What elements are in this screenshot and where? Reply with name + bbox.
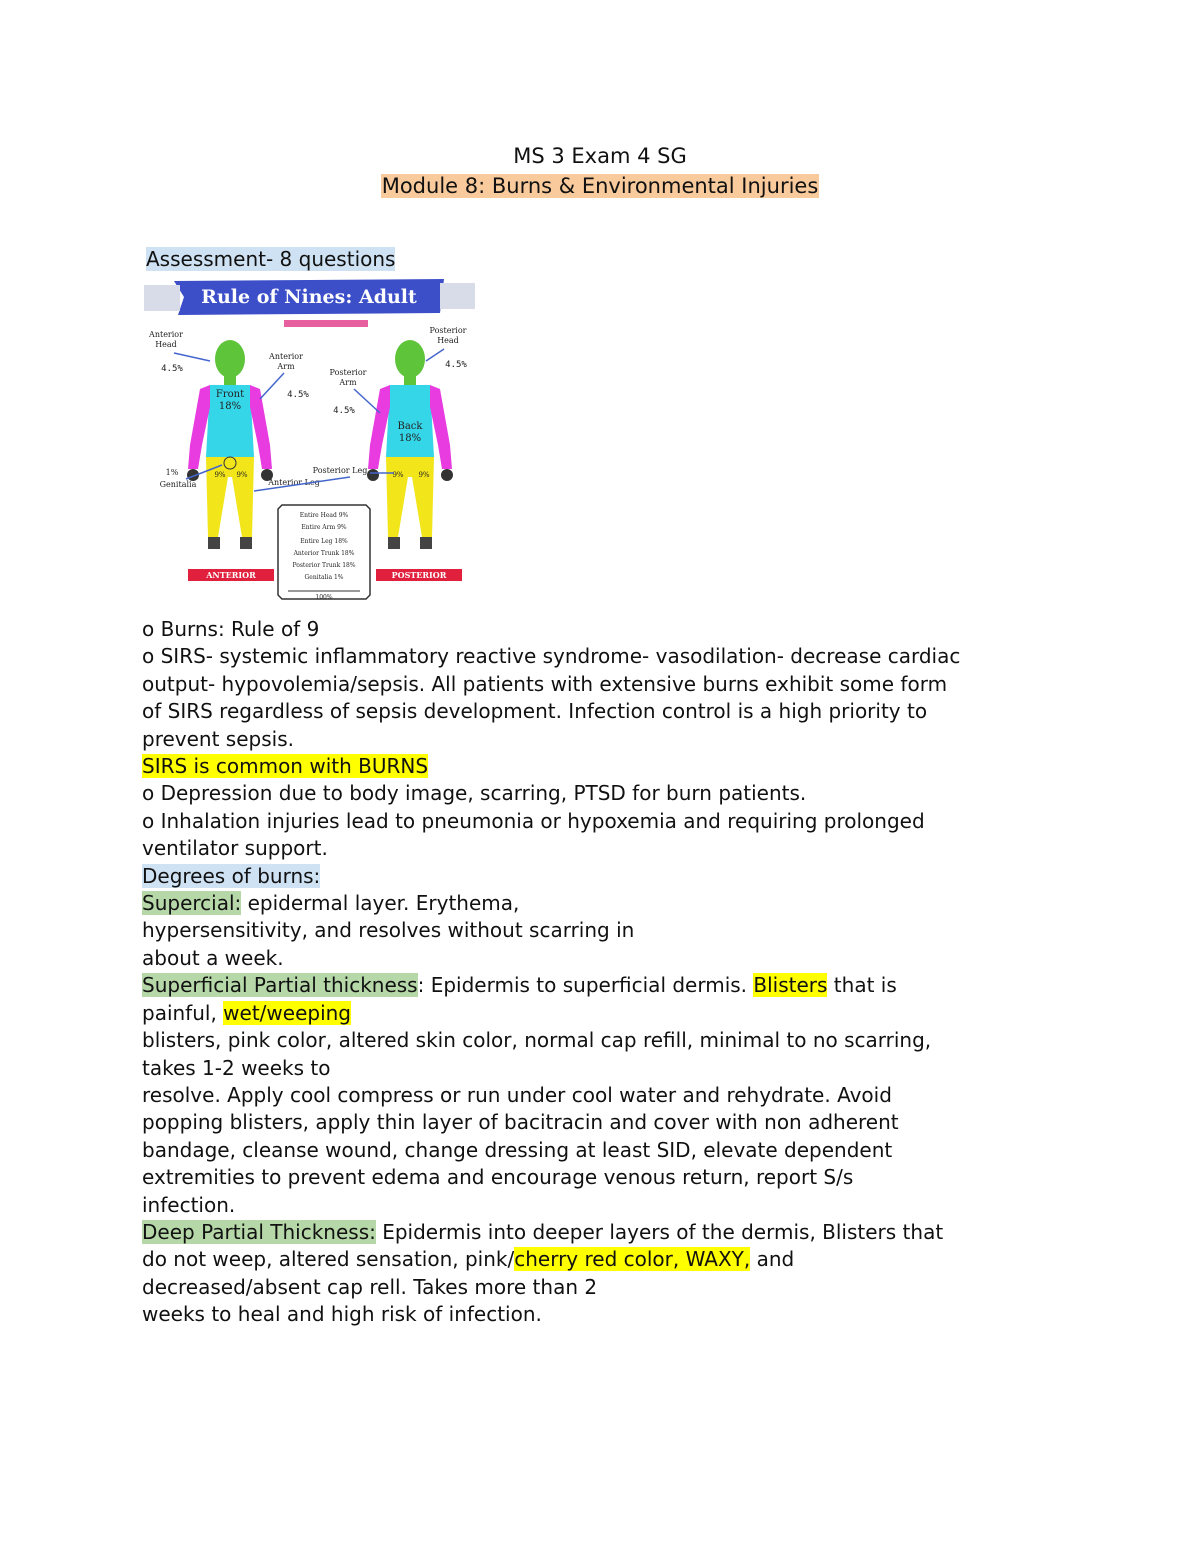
svg-text:4.5%: 4.5% [287,390,309,400]
superficial-partial-line: Superficial Partial thickness: Epidermis to superficial dermis. Blisters that is [142,973,897,998]
assessment-heading [146,245,395,273]
sirs-highlight-line [142,753,1072,780]
svg-text:Entire Head 9%: Entire Head 9% [299,512,349,519]
text-line: blisters, pink color, altered skin color, normal cap refill, minimal to no scarring, [142,1028,932,1053]
highlight-cherry-red: cherry red color, WAXY, [514,1247,751,1272]
text-line: ventilator support. [142,836,328,861]
deep-partial-label: Deep Partial Thickness: [142,1219,376,1244]
svg-text:POSTERIOR: POSTERIOR [391,570,447,580]
text-line: prevent sepsis. [142,726,294,751]
svg-text:Entire Arm 9%: Entire Arm 9% [301,524,347,531]
svg-text:4.5%: 4.5% [333,406,355,416]
svg-text:Posterior: Posterior [329,368,367,377]
rule-of-nines-figure [144,277,475,608]
highlight-blisters: Blisters [753,973,828,998]
front-label: Front [215,389,245,400]
title-block [0,141,1200,201]
svg-text:Genitalia 1%: Genitalia 1% [304,574,344,581]
svg-text:Anterior: Anterior [149,330,183,339]
svg-text:Head: Head [437,336,459,345]
text-line: bandage, cleanse wound, change dressing at least SID, elevate dependent [142,1137,893,1162]
text-line: popping blisters, apply thin layer of bacitracin and cover with non adherent [142,1110,899,1135]
front-pct: 18% [218,401,242,412]
svg-text:100%: 100% [315,594,333,601]
module-subtitle: Module 8: Burns & Environmental Injuries [381,174,819,198]
svg-text:Entire Leg 18%: Entire Leg 18% [300,538,348,545]
text-line: about a week. [142,945,284,970]
text-line: infection. [142,1192,236,1217]
text-line: weeks to heal and high risk of infection. [142,1302,542,1327]
svg-text:Head: Head [155,340,177,349]
document-title: MS 3 Exam 4 SG [513,144,687,168]
painful-line: painful, wet/weeping [142,1000,352,1025]
svg-text:4.5%: 4.5% [161,364,183,374]
bullet-sirs: o SIRS- systemic inflammatory reactive syndrome- vasodilation- decrease cardiac [142,644,961,669]
svg-text:9%: 9% [418,471,430,479]
text-line: takes 1-2 weeks to [142,1055,331,1080]
degrees-heading: Degrees of burns: [142,863,321,888]
svg-text:9%: 9% [392,471,404,479]
svg-text:Posterior Trunk 18%: Posterior Trunk 18% [292,562,356,569]
text-line: resolve. Apply cool compress or run under cool water and rehydrate. Avoid [142,1082,892,1107]
svg-text:4.5%: 4.5% [445,360,467,370]
svg-text:Arm: Arm [277,362,295,371]
bullet-inhalation: o Inhalation injuries lead to pneumonia or hypoxemia and requiring prolonged [142,808,925,833]
svg-text:Arm: Arm [339,378,357,387]
back-pct: 18% [398,433,422,444]
text-line: decreased/absent cap rell. Takes more than 2 [142,1274,598,1299]
bullet-depression: o Depression due to body image, scarring, PTSD for burn patients. [142,781,807,806]
posterior-head [395,340,425,378]
text-line: hypersensitivity, and resolves without scarring in [142,918,635,943]
svg-text:Anterior Trunk 18%: Anterior Trunk 18% [293,550,355,557]
degrees-heading-line [142,863,1072,890]
anterior-head [215,340,245,378]
superficial-partial-label: Superficial Partial thickness [142,973,418,998]
superficial-line: Supercial: epidermal layer. Erythema, [142,891,520,916]
text-line: extremities to prevent edema and encourage venous return, report S/s [142,1165,854,1190]
svg-text:ANTERIOR: ANTERIOR [206,570,256,580]
svg-text:Anterior Leg: Anterior Leg [268,478,320,487]
svg-text:9%: 9% [236,471,248,479]
svg-text:Anterior: Anterior [269,352,303,361]
svg-text:9%: 9% [214,471,226,479]
highlight-wet-weeping: wet/weeping [223,1000,352,1025]
svg-text:1%: 1% [165,468,179,477]
deep-partial-line: Deep Partial Thickness: Epidermis into deeper layers of the dermis, Blisters that [142,1219,944,1244]
text-line: output- hypovolemia/sepsis. All patients with extensive burns exhibit some form [142,671,948,696]
text-line: of SIRS regardless of sepsis development. Infection control is a high priority to [142,699,928,724]
back-label: Back [397,421,423,432]
weep-line: do not weep, altered sensation, pink/cherry red color, WAXY, and [142,1247,795,1272]
svg-text:Posterior: Posterior [429,326,467,335]
svg-text:Genitalia: Genitalia [159,480,197,489]
banner-title: Rule of Nines: Adult [201,286,417,308]
notes-body [142,616,1072,1329]
bullet-burns: o Burns: Rule of 9 [142,617,320,641]
svg-text:Posterior Leg: Posterior Leg [312,466,368,475]
superficial-label: Supercial: [142,891,242,916]
highlight-sirs-common: SIRS is common with BURNS [142,754,429,779]
assessment-label: Assessment- 8 questions [146,247,396,271]
